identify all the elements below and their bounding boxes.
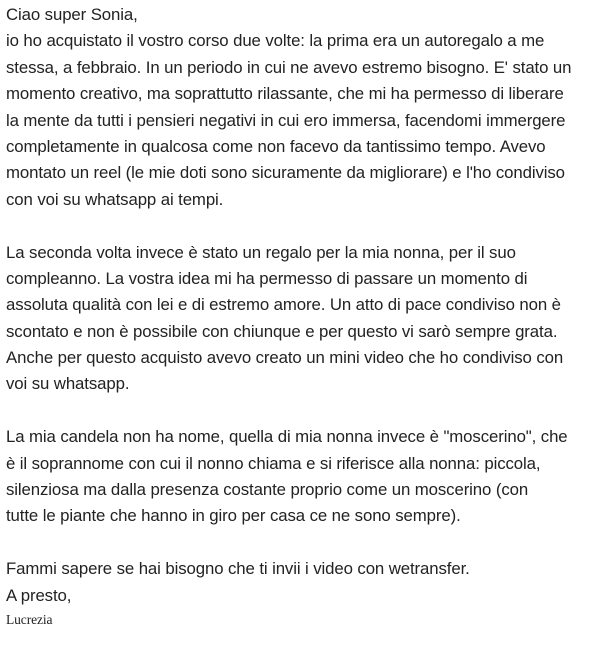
text-line: La mia candela non ha nome, quella di mia nonna invece è "moscerino", che xyxy=(6,427,568,447)
closing-request: Fammi sapere se hai bisogno che ti invii i video con wetransfer. xyxy=(6,559,470,579)
text-line: è il soprannome con cui il nonno chiama e si riferisce alla nonna: piccola, xyxy=(6,453,541,473)
paragraph-candle-name xyxy=(6,424,612,530)
text-line: silenziosa ma dalla presenza costante proprio come un moscerino (con xyxy=(6,480,529,500)
text-line: io ho acquistato il vostro corso due volte: la prima era un autoregalo a me xyxy=(6,31,545,51)
text-line: con voi su whatsapp ai tempi. xyxy=(6,189,224,209)
sign-off: A presto, xyxy=(6,585,72,605)
text-line: momento creativo, ma soprattutto rilassante, che mi ha permesso di liberare xyxy=(6,84,564,104)
text-line: la mente da tutti i pensieri negativi in cui ero immersa, facendomi immergere xyxy=(6,110,566,130)
paragraph-gap xyxy=(6,213,612,239)
text-line: stessa, a febbraio. In un periodo in cui ne avevo estremo bisogno. E' stato un xyxy=(6,57,572,77)
signature: Lucrezia xyxy=(6,611,53,627)
text-line: montato un reel (le mie doti sono sicuramente da migliorare) e l'ho condiviso xyxy=(6,163,565,183)
paragraph-gap xyxy=(6,530,612,556)
text-line: La seconda volta invece è stato un regalo per la mia nonna, per il suo xyxy=(6,242,516,262)
text-line: compleanno. La vostra idea mi ha permesso di passare un momento di xyxy=(6,268,528,288)
letter-body xyxy=(6,2,612,631)
text-line: tutte le piante che hanno in giro per casa ce ne sono sempre). xyxy=(6,506,461,526)
greeting: Ciao super Sonia, xyxy=(6,5,138,24)
paragraph-gap xyxy=(6,398,612,424)
text-line: scontato e non è possibile con chiunque e per questo vi sarò sempre grata. xyxy=(6,321,558,341)
paragraph-gift-for-grandmother xyxy=(6,240,612,398)
text-line: completamente in qualcosa come non facevo da tantissimo tempo. Avevo xyxy=(6,136,546,156)
text-line: Anche per questo acquisto avevo creato un mini video che ho condiviso con xyxy=(6,348,564,368)
paragraph-course-purchases xyxy=(6,28,612,213)
text-line: assoluta qualità con lei e di estremo amore. Un atto di pace condiviso non è xyxy=(6,295,561,315)
text-line: voi su whatsapp. xyxy=(6,374,130,394)
